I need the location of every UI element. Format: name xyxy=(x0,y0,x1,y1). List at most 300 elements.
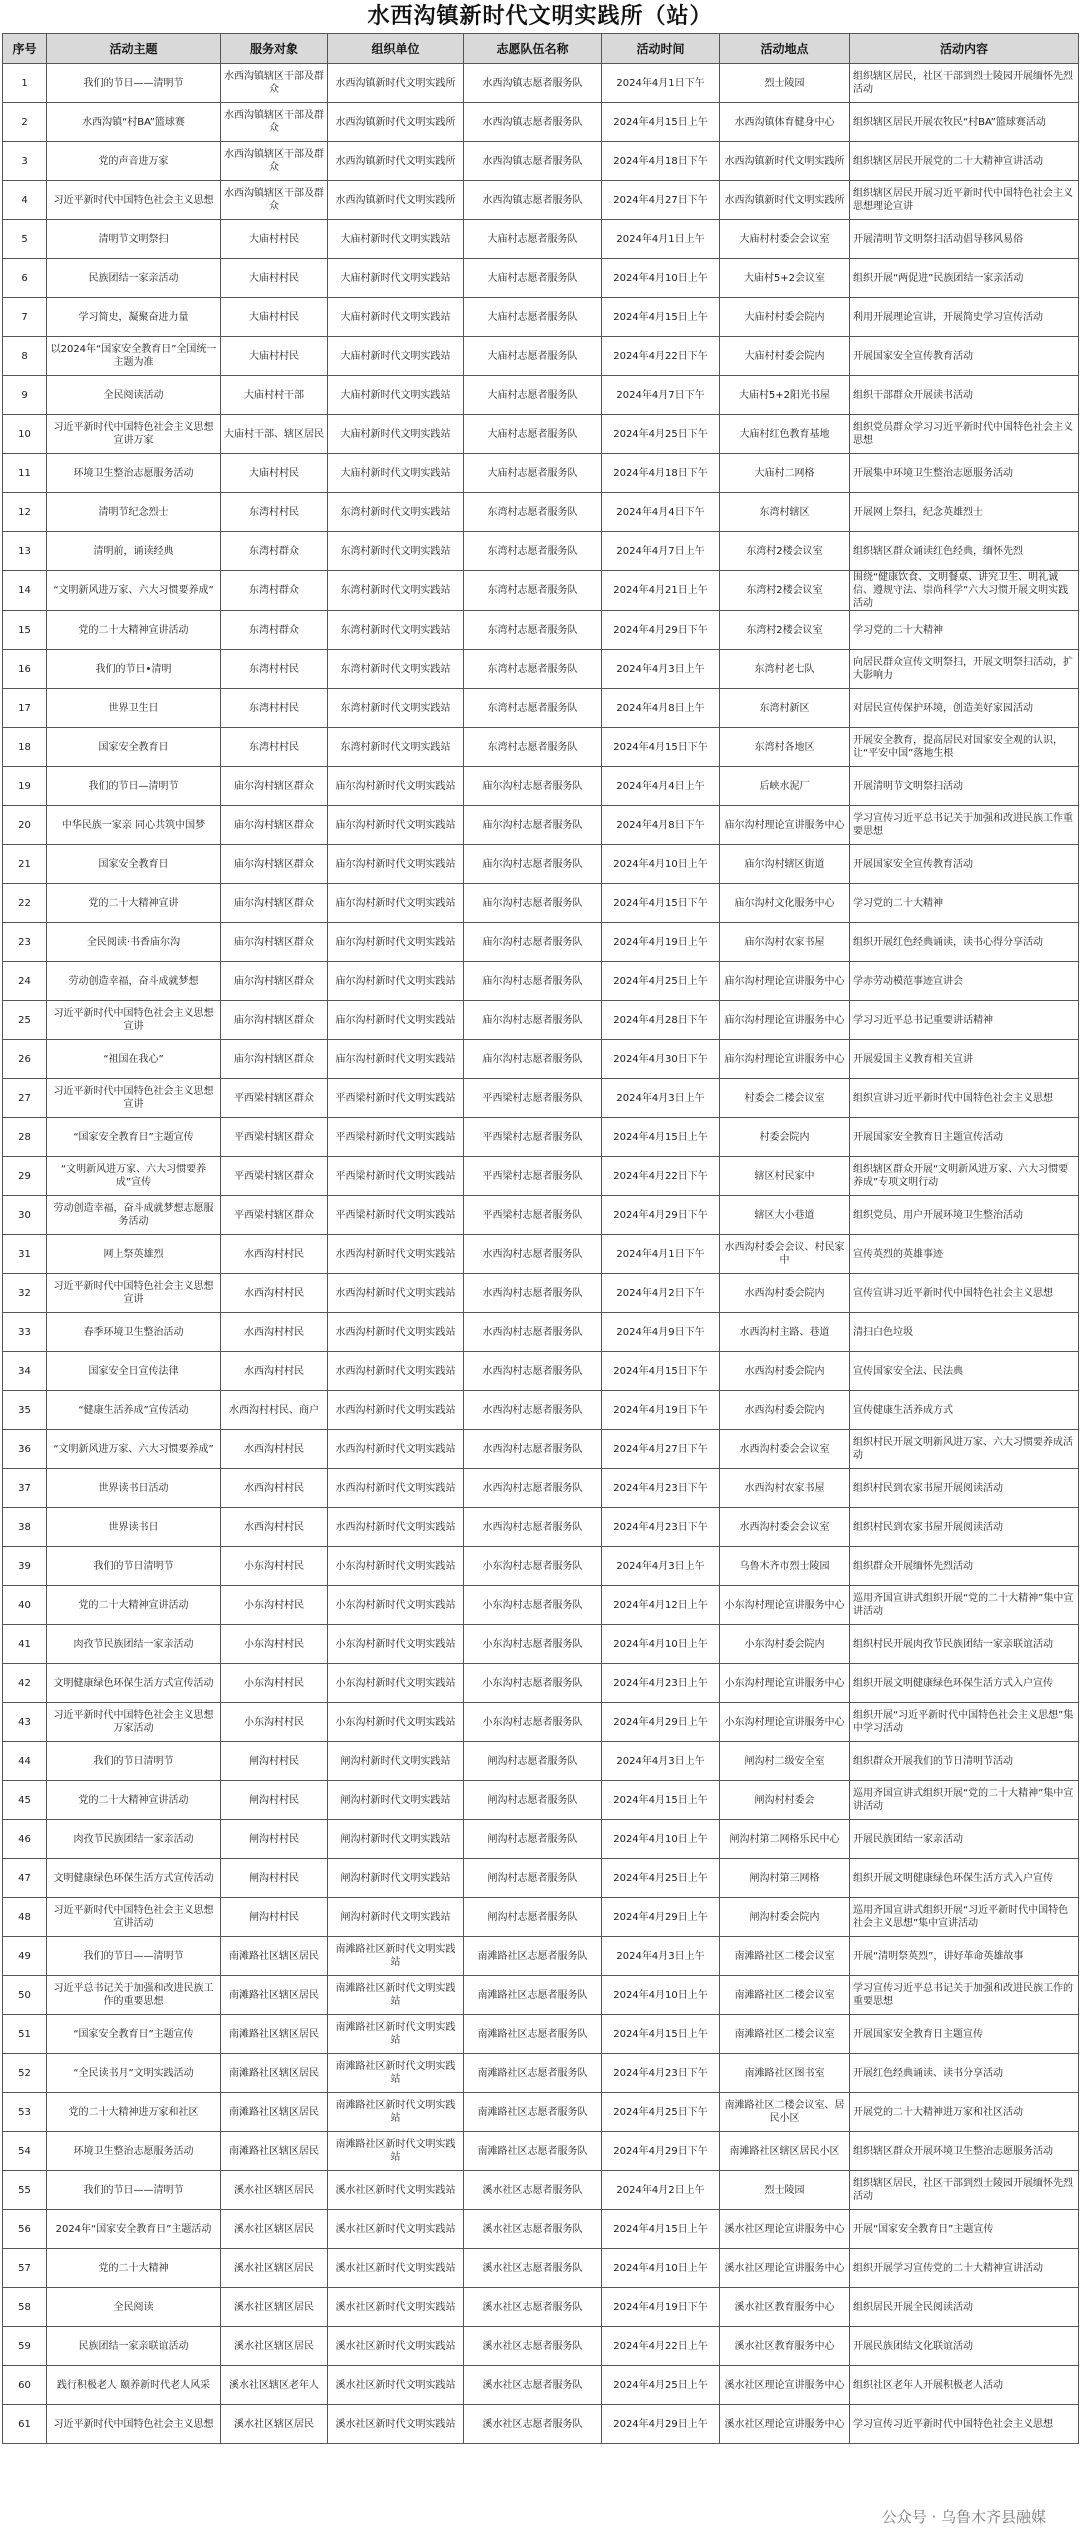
cell-seq: 30 xyxy=(3,1196,47,1235)
cell-content: 学赤劳动模范事迹宣讲会 xyxy=(850,962,1079,1001)
cell-theme: 党的二十大精神进万家和社区 xyxy=(47,2093,221,2132)
cell-content: 组织辖区群众开展环境卫生整治志愿服务活动 xyxy=(850,2132,1079,2171)
cell-content: 组织辖区居民开展党的二十大精神宣讲活动 xyxy=(850,142,1079,181)
cell-time: 2024年4月10日上午 xyxy=(602,1976,720,2015)
cell-time: 2024年4月19日下午 xyxy=(602,2288,720,2327)
cell-audience: 溪水社区辖区居民 xyxy=(221,2327,328,2366)
cell-volunteer-team: 庙尔沟村志愿者服务队 xyxy=(464,1001,602,1040)
table-row xyxy=(3,532,1079,571)
cell-seq: 61 xyxy=(3,2405,47,2444)
table-row xyxy=(3,2405,1079,2444)
cell-time: 2024年4月15日下午 xyxy=(602,728,720,767)
cell-time: 2024年4月22日上午 xyxy=(602,2327,720,2366)
table-row xyxy=(3,2093,1079,2132)
cell-audience: 大庙村村民 xyxy=(221,337,328,376)
cell-seq: 15 xyxy=(3,611,47,650)
cell-time: 2024年4月25日下午 xyxy=(602,2093,720,2132)
cell-audience: 水西沟村村民 xyxy=(221,1508,328,1547)
table-row xyxy=(3,2054,1079,2093)
cell-time: 2024年4月8日下午 xyxy=(602,806,720,845)
cell-theme: 习近平新时代中国特色社会主义思想宣讲 xyxy=(47,1001,221,1040)
cell-seq: 18 xyxy=(3,728,47,767)
table-row xyxy=(3,1196,1079,1235)
cell-location: 后峡水泥厂 xyxy=(720,767,850,806)
cell-location: 南滩路社区二楼会议室、居民小区 xyxy=(720,2093,850,2132)
cell-location: 闸沟村委会院内 xyxy=(720,1898,850,1937)
cell-organizer: 水西沟镇新时代文明实践所 xyxy=(328,64,464,103)
header-location: 活动地点 xyxy=(720,34,850,64)
cell-volunteer-team: 小东沟村志愿者服务队 xyxy=(464,1703,602,1742)
cell-organizer: 大庙村新时代文明实践站 xyxy=(328,259,464,298)
cell-content: 学习宣传习近平新时代中国特色社会主义思想 xyxy=(850,2405,1079,2444)
cell-seq: 20 xyxy=(3,806,47,845)
cell-time: 2024年4月29日上午 xyxy=(602,1703,720,1742)
cell-location: 水西沟村委会会议、村民家中 xyxy=(720,1235,850,1274)
cell-volunteer-team: 水西沟村志愿者服务队 xyxy=(464,1274,602,1313)
cell-organizer: 溪水社区新时代文明实践站 xyxy=(328,2171,464,2210)
cell-theme: 党的二十大精神 xyxy=(47,2249,221,2288)
cell-theme: 中华民族一家亲 同心共筑中国梦 xyxy=(47,806,221,845)
cell-audience: 大庙村村民 xyxy=(221,220,328,259)
cell-seq: 53 xyxy=(3,2093,47,2132)
cell-seq: 43 xyxy=(3,1703,47,1742)
cell-theme: 国家安全教育日 xyxy=(47,845,221,884)
cell-location: 东湾村各地区 xyxy=(720,728,850,767)
cell-content: 组织开展文明健康绿色环保生活方式入户宣传 xyxy=(850,1859,1079,1898)
table-row xyxy=(3,1586,1079,1625)
cell-theme: 网上祭英雄烈 xyxy=(47,1235,221,1274)
table-row xyxy=(3,1079,1079,1118)
cell-volunteer-team: 平西梁村志愿者服务队 xyxy=(464,1157,602,1196)
cell-theme: 党的声音进万家 xyxy=(47,142,221,181)
cell-time: 2024年4月30日下午 xyxy=(602,1040,720,1079)
table-row xyxy=(3,1547,1079,1586)
cell-location: 水西沟村农家书屋 xyxy=(720,1469,850,1508)
cell-seq: 57 xyxy=(3,2249,47,2288)
cell-volunteer-team: 小东沟村志愿者服务队 xyxy=(464,1586,602,1625)
cell-theme: “文明新风进万家、六大习惯要养成” xyxy=(47,571,221,611)
cell-location: 庙尔沟村辖区街道 xyxy=(720,845,850,884)
cell-audience: 庙尔沟村辖区群众 xyxy=(221,1001,328,1040)
cell-organizer: 大庙村新时代文明实践站 xyxy=(328,376,464,415)
cell-location: 庙尔沟村理论宣讲服务中心 xyxy=(720,962,850,1001)
cell-content: 宣传国家安全法、民法典 xyxy=(850,1352,1079,1391)
cell-content: 开展民族团结文化联谊活动 xyxy=(850,2327,1079,2366)
table-row xyxy=(3,1820,1079,1859)
cell-location: 南滩路社区二楼会议室 xyxy=(720,1976,850,2015)
table-row xyxy=(3,181,1079,220)
cell-seq: 1 xyxy=(3,64,47,103)
cell-time: 2024年4月25日上午 xyxy=(602,1859,720,1898)
cell-volunteer-team: 大庙村志愿者服务队 xyxy=(464,337,602,376)
cell-theme: 春季环境卫生整治活动 xyxy=(47,1313,221,1352)
cell-content: 对居民宣传保护环境，创造美好家园活动 xyxy=(850,689,1079,728)
cell-seq: 14 xyxy=(3,571,47,611)
cell-seq: 46 xyxy=(3,1820,47,1859)
cell-audience: 闸沟村村民 xyxy=(221,1742,328,1781)
cell-volunteer-team: 南滩路社区志愿者服务队 xyxy=(464,2054,602,2093)
cell-theme: 劳动创造幸福，奋斗成就梦想志愿服务活动 xyxy=(47,1196,221,1235)
cell-time: 2024年4月15日上午 xyxy=(602,1781,720,1820)
cell-theme: 党的二十大精神宣讲活动 xyxy=(47,1781,221,1820)
cell-seq: 27 xyxy=(3,1079,47,1118)
cell-time: 2024年4月15日下午 xyxy=(602,1352,720,1391)
cell-location: 闸沟村第二网格乐民中心 xyxy=(720,1820,850,1859)
cell-content: 利用开展理论宣讲，开展简史学习宣传活动 xyxy=(850,298,1079,337)
cell-theme: 党的二十大精神宣讲活动 xyxy=(47,1586,221,1625)
cell-content: 开展网上祭扫，纪念英雄烈士 xyxy=(850,493,1079,532)
cell-organizer: 小东沟村新时代文明实践站 xyxy=(328,1625,464,1664)
cell-time: 2024年4月29日上午 xyxy=(602,2405,720,2444)
table-row xyxy=(3,1742,1079,1781)
cell-time: 2024年4月10日上午 xyxy=(602,259,720,298)
cell-seq: 41 xyxy=(3,1625,47,1664)
cell-location: 庙尔沟村文化服务中心 xyxy=(720,884,850,923)
cell-location: 大庙村红色教育基地 xyxy=(720,415,850,454)
cell-content: 组织干部群众开展读书活动 xyxy=(850,376,1079,415)
cell-theme: “全民读书月”文明实践活动 xyxy=(47,2054,221,2093)
table-row xyxy=(3,1781,1079,1820)
cell-seq: 24 xyxy=(3,962,47,1001)
cell-organizer: 大庙村新时代文明实践站 xyxy=(328,220,464,259)
table-row xyxy=(3,454,1079,493)
cell-volunteer-team: 东湾村志愿者服务队 xyxy=(464,493,602,532)
cell-organizer: 南滩路社区新时代文明实践站 xyxy=(328,2015,464,2054)
header-organizer: 组织单位 xyxy=(328,34,464,64)
cell-theme: 党的二十大精神宣讲活动 xyxy=(47,611,221,650)
cell-location: 大庙村村委会会议室 xyxy=(720,220,850,259)
cell-audience: 水西沟村村民 xyxy=(221,1352,328,1391)
cell-theme: 习近平总书记关于加强和改进民族工作的重要思想 xyxy=(47,1976,221,2015)
cell-volunteer-team: 大庙村志愿者服务队 xyxy=(464,454,602,493)
cell-volunteer-team: 闸沟村志愿者服务队 xyxy=(464,1820,602,1859)
cell-audience: 南滩路社区辖区居民 xyxy=(221,1976,328,2015)
cell-time: 2024年4月15日下午 xyxy=(602,884,720,923)
cell-time: 2024年4月29日下午 xyxy=(602,1196,720,1235)
table-row xyxy=(3,2210,1079,2249)
cell-location: 溪水社区教育服务中心 xyxy=(720,2288,850,2327)
cell-theme: 世界读书日活动 xyxy=(47,1469,221,1508)
cell-time: 2024年4月23日下午 xyxy=(602,1508,720,1547)
cell-time: 2024年4月4日下午 xyxy=(602,493,720,532)
cell-organizer: 水西沟村新时代文明实践站 xyxy=(328,1469,464,1508)
cell-audience: 溪水社区辖区居民 xyxy=(221,2210,328,2249)
cell-content: 围绕“健康饮食、文明餐桌、讲究卫生、明礼诚信、遵规守法、崇尚科学”六大习惯开展文明实践活动 xyxy=(850,571,1079,611)
cell-organizer: 闸沟村新时代文明实践站 xyxy=(328,1898,464,1937)
cell-audience: 庙尔沟村辖区群众 xyxy=(221,1040,328,1079)
cell-theme: 民族团结一家亲联谊活动 xyxy=(47,2327,221,2366)
cell-content: 组织开展红色经典诵读，读书心得分享活动 xyxy=(850,923,1079,962)
cell-time: 2024年4月29日下午 xyxy=(602,611,720,650)
cell-audience: 南滩路社区辖区居民 xyxy=(221,1937,328,1976)
cell-organizer: 小东沟村新时代文明实践站 xyxy=(328,1547,464,1586)
cell-theme: 我们的节日•清明 xyxy=(47,650,221,689)
table-row xyxy=(3,1937,1079,1976)
cell-volunteer-team: 闸沟村志愿者服务队 xyxy=(464,1859,602,1898)
cell-organizer: 水西沟镇新时代文明实践所 xyxy=(328,181,464,220)
cell-location: 水西沟村委会院内 xyxy=(720,1274,850,1313)
cell-organizer: 东湾村新时代文明实践站 xyxy=(328,611,464,650)
cell-audience: 大庙村村民 xyxy=(221,454,328,493)
cell-theme: 党的二十大精神宣讲 xyxy=(47,884,221,923)
cell-time: 2024年4月10日上午 xyxy=(602,1625,720,1664)
cell-audience: 大庙村村民 xyxy=(221,259,328,298)
cell-volunteer-team: 水西沟村志愿者服务队 xyxy=(464,1430,602,1469)
cell-theme: 践行积极老人 颐养新时代老人风采 xyxy=(47,2366,221,2405)
cell-time: 2024年4月15日上午 xyxy=(602,2015,720,2054)
cell-volunteer-team: 南滩路社区志愿者服务队 xyxy=(464,2015,602,2054)
cell-audience: 南滩路社区辖区居民 xyxy=(221,2015,328,2054)
cell-location: 闸沟村村委会 xyxy=(720,1781,850,1820)
cell-location: 大庙村5+2会议室 xyxy=(720,259,850,298)
cell-location: 溪水社区理论宣讲服务中心 xyxy=(720,2249,850,2288)
cell-theme: 全民阅读·书香庙尔沟 xyxy=(47,923,221,962)
cell-audience: 水西沟村村民 xyxy=(221,1274,328,1313)
cell-content: 清扫白色垃圾 xyxy=(850,1313,1079,1352)
cell-theme: 2024年“国家安全教育日”主题活动 xyxy=(47,2210,221,2249)
cell-volunteer-team: 小东沟村志愿者服务队 xyxy=(464,1625,602,1664)
cell-volunteer-team: 溪水社区志愿者服务队 xyxy=(464,2288,602,2327)
cell-location: 东湾村老七队 xyxy=(720,650,850,689)
cell-theme: 世界读书日 xyxy=(47,1508,221,1547)
cell-seq: 48 xyxy=(3,1898,47,1937)
cell-content: 组织辖区居民开展农牧民“村BA”篮球赛活动 xyxy=(850,103,1079,142)
cell-volunteer-team: 大庙村志愿者服务队 xyxy=(464,220,602,259)
cell-organizer: 闸沟村新时代文明实践站 xyxy=(328,1820,464,1859)
cell-organizer: 闸沟村新时代文明实践站 xyxy=(328,1781,464,1820)
cell-audience: 闸沟村村民 xyxy=(221,1781,328,1820)
cell-theme: 习近平新时代中国特色社会主义思想 xyxy=(47,2405,221,2444)
cell-seq: 11 xyxy=(3,454,47,493)
table-row xyxy=(3,1625,1079,1664)
cell-audience: 小东沟村村民 xyxy=(221,1547,328,1586)
cell-content: 开展国家安全宣传教育活动 xyxy=(850,845,1079,884)
cell-seq: 16 xyxy=(3,650,47,689)
header-time: 活动时间 xyxy=(602,34,720,64)
cell-theme: “文明新风进万家、六大习惯要养成” xyxy=(47,1430,221,1469)
cell-audience: 水西沟镇辖区干部及群众 xyxy=(221,142,328,181)
cell-audience: 闸沟村村民 xyxy=(221,1820,328,1859)
cell-seq: 26 xyxy=(3,1040,47,1079)
cell-time: 2024年4月19日上午 xyxy=(602,923,720,962)
cell-audience: 大庙村村干部 xyxy=(221,376,328,415)
cell-volunteer-team: 南滩路社区志愿者服务队 xyxy=(464,2132,602,2171)
table-row xyxy=(3,1313,1079,1352)
cell-volunteer-team: 平西梁村志愿者服务队 xyxy=(464,1079,602,1118)
cell-volunteer-team: 闸沟村志愿者服务队 xyxy=(464,1742,602,1781)
cell-organizer: 水西沟村新时代文明实践站 xyxy=(328,1313,464,1352)
cell-seq: 4 xyxy=(3,181,47,220)
cell-organizer: 平西梁村新时代文明实践站 xyxy=(328,1196,464,1235)
cell-volunteer-team: 庙尔沟村志愿者服务队 xyxy=(464,962,602,1001)
cell-content: 学习习近平总书记重要讲话精神 xyxy=(850,1001,1079,1040)
table-row xyxy=(3,2171,1079,2210)
cell-theme: 劳动创造幸福，奋斗成就梦想 xyxy=(47,962,221,1001)
cell-audience: 小东沟村村民 xyxy=(221,1664,328,1703)
cell-organizer: 庙尔沟村新时代文明实践站 xyxy=(328,767,464,806)
cell-seq: 47 xyxy=(3,1859,47,1898)
cell-content: 组织居民开展全民阅读活动 xyxy=(850,2288,1079,2327)
table-row xyxy=(3,64,1079,103)
cell-volunteer-team: 水西沟村志愿者服务队 xyxy=(464,1508,602,1547)
cell-theme: 全民阅读活动 xyxy=(47,376,221,415)
cell-volunteer-team: 水西沟镇志愿者服务队 xyxy=(464,103,602,142)
table-row xyxy=(3,1274,1079,1313)
cell-volunteer-team: 东湾村志愿者服务队 xyxy=(464,650,602,689)
cell-volunteer-team: 水西沟村志愿者服务队 xyxy=(464,1391,602,1430)
cell-content: 组织开展文明健康绿色环保生活方式入户宣传 xyxy=(850,1664,1079,1703)
cell-organizer: 水西沟村新时代文明实践站 xyxy=(328,1430,464,1469)
cell-seq: 9 xyxy=(3,376,47,415)
cell-location: 庙尔沟村农家书屋 xyxy=(720,923,850,962)
cell-organizer: 平西梁村新时代文明实践站 xyxy=(328,1118,464,1157)
cell-theme: 全民阅读 xyxy=(47,2288,221,2327)
cell-location: 村委会院内 xyxy=(720,1118,850,1157)
table-row xyxy=(3,415,1079,454)
cell-seq: 3 xyxy=(3,142,47,181)
cell-organizer: 庙尔沟村新时代文明实践站 xyxy=(328,845,464,884)
cell-content: 宣传英烈的英雄事迹 xyxy=(850,1235,1079,1274)
cell-theme: “国家安全教育日”主题宣传 xyxy=(47,2015,221,2054)
table-row xyxy=(3,962,1079,1001)
cell-time: 2024年4月3日上午 xyxy=(602,1937,720,1976)
table-row xyxy=(3,650,1079,689)
cell-content: 开展民族团结一家亲活动 xyxy=(850,1820,1079,1859)
cell-organizer: 南滩路社区新时代文明实践站 xyxy=(328,2054,464,2093)
cell-location: 水西沟村委会院内 xyxy=(720,1352,850,1391)
header-volunteer-team: 志愿队伍名称 xyxy=(464,34,602,64)
cell-theme: 习近平新时代中国特色社会主义思想 xyxy=(47,181,221,220)
cell-organizer: 大庙村新时代文明实践站 xyxy=(328,337,464,376)
cell-audience: 溪水社区辖区居民 xyxy=(221,2249,328,2288)
cell-content: 组织辖区群众诵读红色经典，缅怀先烈 xyxy=(850,532,1079,571)
cell-seq: 23 xyxy=(3,923,47,962)
cell-content: 开展爱国主义教育相关宣讲 xyxy=(850,1040,1079,1079)
cell-location: 水西沟村委会院内 xyxy=(720,1391,850,1430)
cell-volunteer-team: 东湾村志愿者服务队 xyxy=(464,611,602,650)
cell-theme: 我们的节日清明节 xyxy=(47,1547,221,1586)
cell-organizer: 溪水社区新时代文明实践站 xyxy=(328,2405,464,2444)
cell-volunteer-team: 小东沟村志愿者服务队 xyxy=(464,1664,602,1703)
cell-volunteer-team: 水西沟镇志愿者服务队 xyxy=(464,64,602,103)
cell-audience: 闸沟村村民 xyxy=(221,1898,328,1937)
cell-seq: 42 xyxy=(3,1664,47,1703)
cell-theme: 习近平新时代中国特色社会主义思想宣讲 xyxy=(47,1274,221,1313)
cell-volunteer-team: 庙尔沟村志愿者服务队 xyxy=(464,845,602,884)
header-content: 活动内容 xyxy=(850,34,1079,64)
cell-audience: 南滩路社区辖区居民 xyxy=(221,2132,328,2171)
cell-audience: 水西沟村村民、商户 xyxy=(221,1391,328,1430)
cell-time: 2024年4月10日上午 xyxy=(602,2249,720,2288)
cell-seq: 5 xyxy=(3,220,47,259)
cell-organizer: 水西沟镇新时代文明实践所 xyxy=(328,103,464,142)
cell-volunteer-team: 溪水社区志愿者服务队 xyxy=(464,2171,602,2210)
cell-audience: 闸沟村村民 xyxy=(221,1859,328,1898)
cell-theme: 我们的节日——清明节 xyxy=(47,2171,221,2210)
cell-audience: 庙尔沟村辖区群众 xyxy=(221,884,328,923)
table-row xyxy=(3,220,1079,259)
table-row xyxy=(3,1859,1079,1898)
cell-seq: 19 xyxy=(3,767,47,806)
table-row xyxy=(3,923,1079,962)
table-row xyxy=(3,2288,1079,2327)
table-row xyxy=(3,1040,1079,1079)
table-row xyxy=(3,298,1079,337)
cell-audience: 小东沟村村民 xyxy=(221,1625,328,1664)
cell-location: 东湾村2楼会议室 xyxy=(720,571,850,611)
cell-seq: 59 xyxy=(3,2327,47,2366)
cell-theme: 我们的节日清明节 xyxy=(47,1742,221,1781)
cell-seq: 36 xyxy=(3,1430,47,1469)
cell-organizer: 庙尔沟村新时代文明实践站 xyxy=(328,923,464,962)
cell-content: 开展国家安全教育日主题宣传活动 xyxy=(850,1118,1079,1157)
cell-audience: 溪水社区辖区居民 xyxy=(221,2171,328,2210)
cell-audience: 南滩路社区辖区居民 xyxy=(221,2093,328,2132)
cell-location: 大庙村二网格 xyxy=(720,454,850,493)
cell-audience: 水西沟镇辖区干部及群众 xyxy=(221,103,328,142)
cell-volunteer-team: 庙尔沟村志愿者服务队 xyxy=(464,884,602,923)
cell-audience: 大庙村干部、辖区居民 xyxy=(221,415,328,454)
cell-content: 组织村民到农家书屋开展阅读活动 xyxy=(850,1508,1079,1547)
cell-volunteer-team: 东湾村志愿者服务队 xyxy=(464,728,602,767)
cell-content: 组织村民到农家书屋开展阅读活动 xyxy=(850,1469,1079,1508)
cell-content: 开展红色经典诵读、读书分享活动 xyxy=(850,2054,1079,2093)
cell-theme: “祖国在我心” xyxy=(47,1040,221,1079)
cell-location: 大庙村村委会院内 xyxy=(720,337,850,376)
cell-organizer: 平西梁村新时代文明实践站 xyxy=(328,1157,464,1196)
cell-location: 水西沟村委会会议室 xyxy=(720,1508,850,1547)
cell-location: 村委会二楼会议室 xyxy=(720,1079,850,1118)
cell-seq: 22 xyxy=(3,884,47,923)
cell-volunteer-team: 东湾村志愿者服务队 xyxy=(464,532,602,571)
cell-location: 辖区村民家中 xyxy=(720,1157,850,1196)
cell-time: 2024年4月1日下午 xyxy=(602,1235,720,1274)
cell-content: 学习宣传习近平总书记关于加强和改进民族工作的重要思想 xyxy=(850,1976,1079,2015)
cell-time: 2024年4月8日上午 xyxy=(602,689,720,728)
cell-location: 溪水社区理论宣讲服务中心 xyxy=(720,2210,850,2249)
cell-content: 学习宣传习近平总书记关于加强和改进民族工作重要思想 xyxy=(850,806,1079,845)
table-row xyxy=(3,259,1079,298)
cell-theme: “国家安全教育日”主题宣传 xyxy=(47,1118,221,1157)
cell-seq: 50 xyxy=(3,1976,47,2015)
cell-audience: 水西沟镇辖区干部及群众 xyxy=(221,64,328,103)
page-title: 水西沟镇新时代文明实践所（站） xyxy=(367,3,713,29)
cell-content: 组织辖区居民，社区干部到烈士陵园开展缅怀先烈活动 xyxy=(850,64,1079,103)
cell-audience: 平西梁村辖区群众 xyxy=(221,1079,328,1118)
cell-audience: 平西梁村辖区群众 xyxy=(221,1196,328,1235)
table-row xyxy=(3,1703,1079,1742)
cell-location: 南滩路社区辖区居民小区 xyxy=(720,2132,850,2171)
cell-theme: 习近平新时代中国特色社会主义思想宣讲活动 xyxy=(47,1898,221,1937)
cell-organizer: 溪水社区新时代文明实践站 xyxy=(328,2366,464,2405)
cell-audience: 水西沟村村民 xyxy=(221,1469,328,1508)
cell-audience: 东湾村村民 xyxy=(221,689,328,728)
cell-time: 2024年4月29日上午 xyxy=(602,1898,720,1937)
cell-time: 2024年4月28日下午 xyxy=(602,1001,720,1040)
cell-content: 组织党员、用户开展环境卫生整治活动 xyxy=(850,1196,1079,1235)
cell-time: 2024年4月21日上午 xyxy=(602,571,720,611)
cell-time: 2024年4月18日下午 xyxy=(602,142,720,181)
cell-seq: 40 xyxy=(3,1586,47,1625)
cell-audience: 平西梁村辖区群众 xyxy=(221,1118,328,1157)
cell-volunteer-team: 水西沟村志愿者服务队 xyxy=(464,1313,602,1352)
cell-time: 2024年4月9日下午 xyxy=(602,1313,720,1352)
table-row xyxy=(3,493,1079,532)
cell-seq: 25 xyxy=(3,1001,47,1040)
cell-organizer: 东湾村新时代文明实践站 xyxy=(328,532,464,571)
cell-volunteer-team: 溪水社区志愿者服务队 xyxy=(464,2327,602,2366)
cell-content: 开展“国家安全教育日”主题宣传 xyxy=(850,2210,1079,2249)
